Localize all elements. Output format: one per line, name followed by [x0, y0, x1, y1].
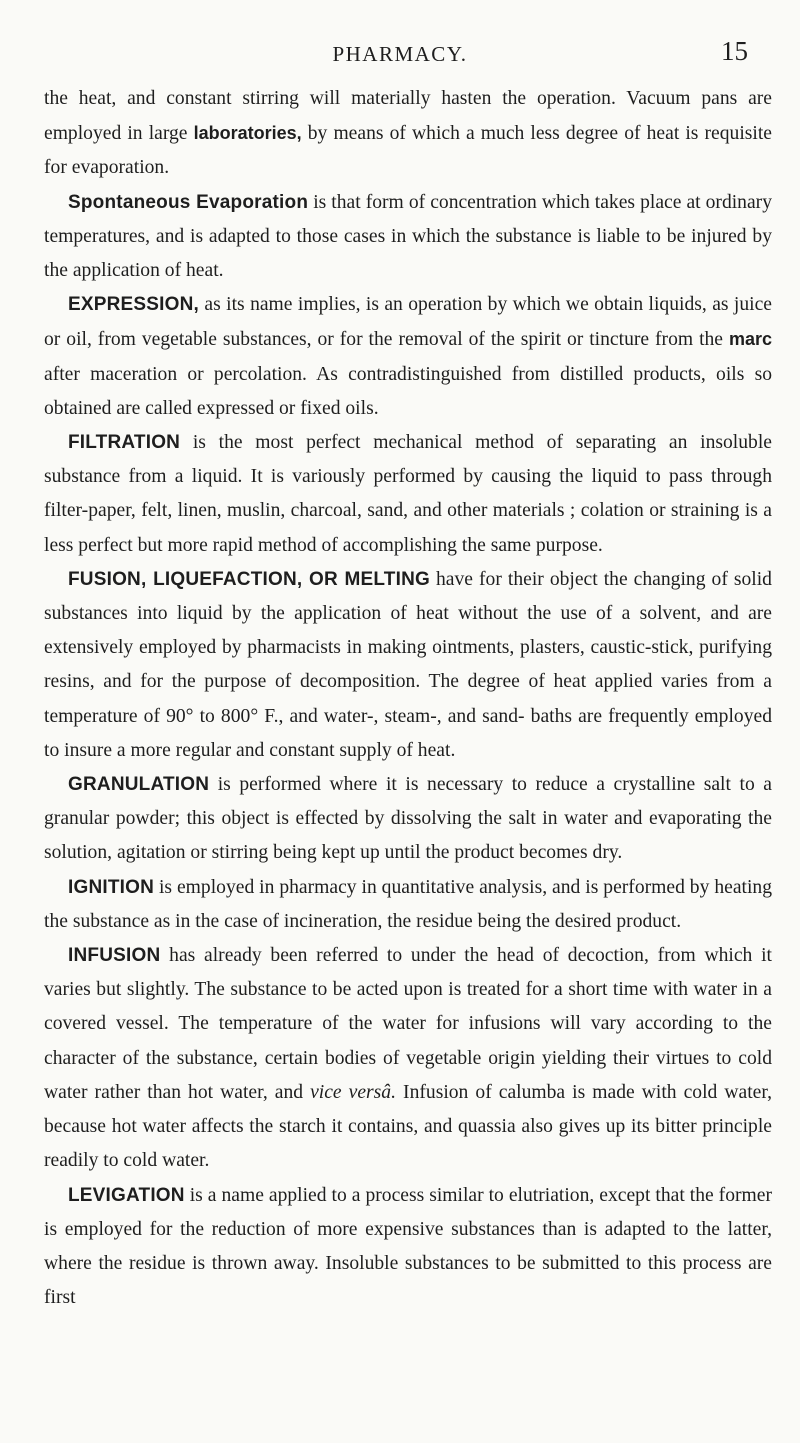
paragraph-text: after maceration or percolation. As contradistinguished from distilled products, oils so obtained are called expressed or fixed oils.	[44, 363, 772, 419]
term-heading: IGNITION	[68, 876, 155, 898]
paragraph-text: is a name applied to a process similar to elutriation, except that the former is employed for the reduction of more expensive substances than is adapted to the latter, where the residue is thrown away. Insoluble substances to be submitted to this process are first	[44, 1184, 772, 1309]
paragraph-text: is that form of concentration which takes place at ordinary temperatures, and is adapted to those cases in which the substance is liable to be injured by the application of heat.	[44, 191, 772, 282]
paragraph-evaporation-cont	[44, 82, 772, 186]
term-laboratories: laboratories,	[193, 123, 302, 144]
paragraph-text: is performed where it is necessary to reduce a crystalline salt to a granular powder; this object is effected by dissolving the salt in water and evaporating the solution, agitation or stirring being kept up until the product becomes dry.	[44, 774, 772, 864]
page-body	[44, 82, 772, 1315]
paragraph-text: Infusion of calumba is made with cold water, because hot water affects the starch it contains, and quassia also gives up its bitter principle readily to cold water.	[44, 1081, 772, 1172]
paragraph-expression	[44, 288, 772, 426]
term-heading: GRANULATION	[68, 774, 210, 796]
term-heading: LEVIGATION	[68, 1184, 185, 1206]
running-head: PHARMACY.	[332, 42, 468, 66]
paragraph-text: has already been referred to under the head of decoction, from which it varies but slightly. The substance to be acted upon is treated for a short time with water in a covered vessel. The temperature of the water for infusions will vary according to the character of the substance, certain bodies of vegetable origin yielding their virtues to cold water rather than hot water, and	[44, 945, 772, 1103]
page-header	[0, 36, 800, 76]
paragraph-granulation	[44, 768, 772, 871]
paragraph-fusion	[44, 563, 772, 768]
paragraph-filtration	[44, 426, 772, 563]
italic-phrase: vice versâ.	[310, 1081, 397, 1103]
page-number: 15	[721, 36, 748, 66]
term-heading: FILTRATION	[68, 432, 181, 454]
paragraph-infusion	[44, 939, 772, 1178]
paragraph-text: the heat, and constant stirring will materially hasten the operation. Vacuum pans are employed in large	[44, 88, 772, 145]
paragraph-spontaneous-evaporation	[44, 186, 772, 289]
paragraph-text: is the most perfect mechanical method of separating an insoluble substance from a liquid. It is variously performed by causing the liquid to pass through filter-paper, felt, linen, muslin, charcoal, sand, and other materials ; colation or straining is a less perfect but more rapid method of accomplishing the same purpose.	[44, 432, 772, 556]
paragraph-text: have for their object the changing of solid substances into liquid by the application of heat without the use of a solvent, and are extensively employed by pharmacists in making ointments, plasters, caustic-stick, purifying resins, and for the purpose of decomposition. The degree of heat applied varies from a temperature of 90° to 800° F., and water-, steam-, and sand- baths are frequently employed to insure a more regular and constant supply of heat.	[44, 568, 772, 761]
paragraph-text: as its name implies, is an operation by which we obtain liquids, as juice or oil, from vegetable substances, or for the removal of the spirit or tincture from the	[44, 294, 772, 351]
paragraph-text: is employed in pharmacy in quantitative analysis, and is performed by heating the substance as in the case of incineration, the residue being the desired product.	[44, 876, 772, 932]
term-heading: FUSION, LIQUEFACTION, OR MELTING	[68, 568, 430, 590]
paragraph-levigation	[44, 1179, 772, 1316]
term-heading: Spontaneous Evaporation	[68, 191, 309, 213]
term-heading: INFUSION	[68, 945, 161, 967]
term-heading: EXPRESSION,	[68, 294, 200, 316]
term-marc: marc	[728, 329, 772, 350]
paragraph-ignition	[44, 871, 772, 939]
paragraph-text: by means of which a much less degree of heat is requisite for evaporation.	[44, 123, 772, 179]
